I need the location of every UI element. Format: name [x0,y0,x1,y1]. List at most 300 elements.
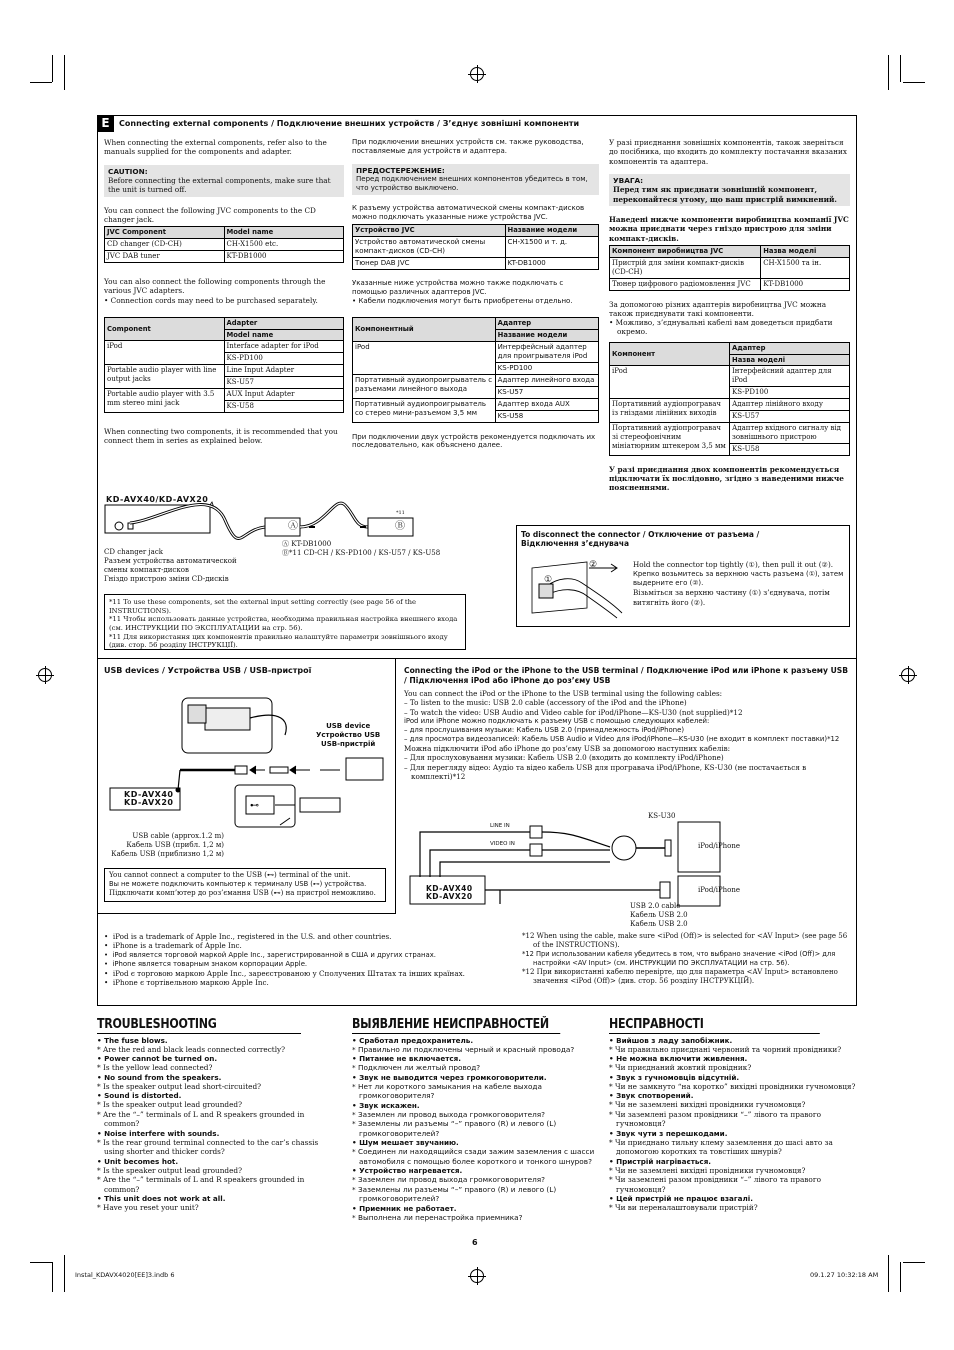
note-line: You cannot connect a computer to the USB (⊷) terminal of the unit. [109,871,351,879]
table-row [353,341,599,362]
table-cell: Portable audio player with line output jacks [105,365,225,389]
item-text: Сработал предохранитель. [359,1036,474,1045]
item-text: Правильно ли подключены черный и красный провода? [357,1045,575,1054]
component-a-marker: Ⓐ [288,521,298,532]
registration-mark-icon [470,67,484,81]
table-cell: Пристрій для зміни компакт-дисків (CD-CH) [610,257,761,278]
bullet: • Можливо, з’єднувальні кабелі вам доведеться придбати окремо. [609,318,833,337]
item-text: Have you reset your unit? [102,1203,199,1213]
item-text: Устройство нагревается. [359,1166,463,1176]
adapter-table [104,317,344,413]
table-row [105,389,344,401]
footnote-line: *12 При використанні кабелю перевірте, що для параметра <AV Input> встановлено значення <iPod (Off)> (див. стор. 56 розділу ІНСТРУКЦІЙ). [522,967,838,985]
crop-mark [888,1255,889,1292]
item-text: Звук спотворений. [616,1091,694,1101]
divider [97,913,396,914]
table-cell: KS-PD100 [730,387,850,399]
item-text: Заземлены ли разъемы “–” правого (R) и левого (L) громкоговорителей? [357,1184,557,1204]
symptom-item: • Приемник не работает. [352,1203,457,1213]
footnote-12-notes [522,932,852,986]
line-in-label: LINE IN [490,823,510,829]
table-header: Адаптер [730,342,850,354]
table-cell: KT-DB1000 [224,250,344,262]
troubleshooting-title: НЕСПРАВНОСТІ [609,1017,820,1034]
paragraph: Наведені нижче компоненти виробництва компанії JVC можна приєднати через гніздо пристрою для зміни компакт-дисків. [609,214,849,243]
unit-model-label: KD-AVX40/KD-AVX20 [106,495,209,504]
table-header: Компонентный [353,318,496,341]
model-line: KD-AVX20 [124,798,174,808]
component-b-marker: Ⓑ [395,521,405,532]
caption-line: Гніздо пристрою зміни CD-дисків [104,575,229,584]
symptom-item: • Сработал предохранитель. [352,1036,474,1045]
item-text: Чи приєднано тильну клему заземлення до шасі авто за допомогою коротких та товстіших шнурів? [614,1137,833,1157]
item-text: The fuse blows. [104,1036,168,1045]
table-cell: iPod [610,366,730,399]
model-line: KD-AVX20 [426,891,473,901]
caution-box [104,165,344,197]
symptom-item: • Sound is distorted. [97,1091,182,1101]
symptom-item: • Unit becomes hot. [97,1156,179,1166]
check-item: * Соединен ли находящийся сзади зажим заземления с шасси автомобиля с помощью более короткого и тонкого шнуров? [352,1147,595,1166]
table-header: Model name [224,227,344,239]
usb-cable-caption [110,832,224,859]
check-item: * Правильно ли подключены черный и красный провода? [352,1045,575,1054]
item-text: Unit becomes hot. [104,1156,179,1166]
column-en [104,138,344,454]
item-text: Чи заземлені разом провідники “–” лівого та правого гучномовця? [614,1175,822,1194]
item-text: Is the yellow lead connected? [102,1063,213,1073]
check-item: * Выполнена ли перенастройка приемника? [352,1212,523,1222]
intro-text: When connecting the external components, refer also to the manuals supplied for the components and adapter. [104,138,327,157]
check-item: * Чи заземлені разом провідники “–” лівого та правого гучномовця? [609,1109,822,1129]
crop-mark [64,55,65,90]
registration-mark-icon [901,668,915,682]
check-item: * Чи не замкнуто “на коротко” вихідні провідники гучномовця? [609,1081,856,1091]
table-cell: Тюнер DAB JVC [353,257,506,269]
note-line: Підключати комп’ютер до роз’ємання USB (⊷) на пристрої неможливо. [109,889,376,898]
table-cell: iPod [105,341,225,365]
text-line: Можна підключити iPod або iPhone до роз’єму USB за допомогою наступних кабелів: [404,743,731,753]
table-cell: KS-U57 [224,377,344,389]
check-item: * Заземлен ли провод выхода громкоговорителя? [352,1109,546,1119]
item-text: Is the speaker output lead short-circuited? [102,1081,262,1091]
crop-mark [903,1262,925,1263]
text-line: You can connect the iPod or the iPhone to the USB terminal using the following cables: [404,689,723,698]
item-text: Не можна включити живлення. [616,1054,748,1064]
table-cell: KT-DB1000 [761,278,850,290]
ipod-section-title: Connecting the iPod or the iPhone to the USB terminal / Подключение iPod или iPhone к разъему USB / Підключення iPod або iPhone до роз’єму USB [404,666,849,686]
paragraph: Указанные ниже устройства можно также подключать с помощью различных адаптеров JVC. [352,278,564,296]
adapter-table [609,342,850,456]
table-row [610,399,850,411]
check-item: * Is the rear ground terminal connected to the car’s chassis using shorter and thicker cords? [97,1137,319,1157]
section-letter: E [97,115,114,132]
column-ru [352,138,599,458]
table-cell: KS-U58 [495,410,598,422]
item-text: Заземлены ли разъемы “–” правого (R) и левого (L) громкоговорителей? [357,1119,557,1138]
item-text: Чи правильно приєднані червоний та чорний провідники? [614,1045,842,1054]
symptom-item: • Звук спотворений. [609,1091,694,1101]
jack-caption [104,548,237,584]
symptom-item: • Шум мешает звучанию. [352,1138,459,1148]
table-cell: Портативный аудиопроигрыватель со стерео мини-разъемом 3,5 мм [353,398,496,422]
symptom-item: • Устройство нагревается. [352,1166,463,1176]
caution-text: Перед тим як приєднати зовнішній компонент, переконайтеся утому, що ваш пристрій вимкнений. [613,185,837,204]
caption-line: смены компакт-дисков [104,566,189,575]
footnote-ref: *11 [396,510,405,516]
adapter-table [352,317,599,422]
check-item: * Is the speaker output lead grounded? [97,1100,242,1110]
table-header: JVC Component [105,227,225,239]
check-item: * Подключен ли желтый провод? [352,1063,481,1073]
item-text: Соединен ли находящийся сзади зажим заземления с шасси автомобиля с помощью более короткого и тонкого шнуров? [357,1147,595,1166]
table-cell: Адаптер вхідного сигналу від зовнішнього пристрою [730,422,850,443]
table-row [105,250,344,262]
item-text: Цей пристрій не працює взагалі. [616,1194,753,1204]
divider [395,658,396,913]
column-uk [609,138,850,501]
section-header [97,115,857,133]
footnote-line: *11 Для використання цих компонентів правильно налаштуйте параметри зовнішнього входу (див. стор. 56 розділу ІНСТРУКЦІЇ). [109,632,448,650]
item-text: Чи заземлені разом провідники “–” лівого та правого гучномовця? [614,1109,822,1129]
table-row [610,257,850,278]
text-line: – To watch the video: USB Audio and Video cable for iPod/iPhone—KS-U30 (not supplied)*12 [404,707,743,717]
registration-mark-icon [470,1269,484,1283]
symptom-item: • Power cannot be turned on. [97,1054,218,1064]
trademark-line: iPhone is a trademark of Apple Inc. [112,941,242,951]
caution-box [609,174,850,206]
check-item: * Чи правильно приєднані червоний та чорний провідники? [609,1045,842,1054]
jvc-components-table [104,226,344,263]
text-line: – для просмотра видеозаписей: Кабель USB Audio и Video для iPod/iPhone—KS-U30 (не входит в комплект поставки)*12 [404,735,840,744]
table-header: Название модели [495,330,598,342]
ks-u30-label: KS-U30 [648,812,676,820]
crop-mark [52,55,53,82]
table-cell: KT-DB1000 [505,257,598,269]
troubleshooting-title: ВЫЯВЛЕНИЕ НЕИСПРАВНОСТЕЙ [352,1017,560,1034]
crop-mark [30,82,52,83]
table-row [353,374,599,386]
check-item: * Have you reset your unit? [97,1203,199,1213]
paragraph: You can connect the following JVC components to the CD changer jack. [104,205,316,224]
usb-computer-note [104,868,386,902]
table-cell: Интерфейсный адаптер для проигрывателя iPod [495,341,598,362]
caption-line: Кабель USB 2.0 [630,919,688,928]
table-cell: Портативний аудіопрогравач зі стереофонічним мініатюрним штекером 3,5 мм [610,422,730,455]
footer-date: 09.1.27 10:32:18 AM [810,1271,879,1279]
item-text: Приемник не работает. [359,1203,457,1213]
item-text: No sound from the speakers. [104,1072,222,1082]
table-row [105,341,344,353]
check-item: * Are the “–” terminals of L and R speakers grounded in common? [97,1175,305,1194]
jvc-components-table [352,224,599,270]
table-cell: Interface adapter for iPod [224,341,344,353]
table-cell: KS-U57 [495,386,598,398]
paragraph: When connecting two components, it is recommended that you connect them in series as explained below. [104,426,338,446]
bullet: • Connection cords may need to be purchased separately. [104,295,318,305]
crop-mark [64,1255,65,1292]
table-cell: KS-PD100 [495,362,598,374]
usb-device-caption [316,722,380,748]
text-line: – Для перегляду відео: Аудіо та відео кабель USB для програвача iPod/iPhone, KS-U30 (не постачається в комплекті)*12 [404,762,807,782]
troubleshooting-list [609,1036,857,1213]
check-item: * Чи заземлені разом провідники “–” лівого та правого гучномовця? [609,1175,822,1194]
symptom-item: • Звук не выводится через громкоговорители. [352,1072,547,1082]
item-text: Пристрій нагрівається. [616,1156,712,1166]
paragraph: К разъему устройства автоматической смены компакт-дисков можно подключать указанные ниже устройства JVC. [352,204,585,222]
usb2-cable-caption [630,902,688,928]
iphone-label: iPod/iPhone [698,842,741,850]
troubleshooting-uk [609,1017,857,1213]
paragraph: У разі приєднання двох компонентів рекомендується підключати їх послідовно, згідно з наведеними нижче поясненнями. [609,464,844,493]
caution-title: ПРЕДОСТЕРЕЖЕНИЕ: [356,165,445,175]
ipod-cable-list [404,689,852,781]
paragraph: При подключении двух устройств рекомендуется подключать их последовательно, как объяснено далее. [352,432,596,450]
caption-line: Кабель USB 2.0 [630,910,688,919]
caption-line: Кабель USB (прибл. 1,2 м) [126,841,224,850]
footnote-line: *11 Чтобы использовать данные устройства, необходима правильная настройка внешнего входа (см. ИНСТРУКЦИИ ПО ЭКСПЛУАТАЦИИ на стр. 56). [109,615,458,633]
trademark-line: iPod є торговою маркою Apple Inc., зареєстрованою у Сполучених Штатах та інших країнах. [112,968,465,978]
footer-file: Instal_KDAVX4020[EE]3.indb 6 [75,1271,175,1279]
usb-section-title: USB devices / Устройства USB / USB-пристрої [104,666,312,675]
symptom-item: • Звук з гучномовців відсутній. [609,1072,740,1082]
symptom-item: • Питание не включается. [352,1054,462,1064]
table-header: Model name [224,329,344,341]
note-line: Вы не можете подключить компьютер к терминалу USB (⊷) устройства. [109,880,367,889]
item-text: Звук чути з перешкодами. [616,1128,728,1138]
table-header: Устройство JVC [353,225,506,237]
paragraph: За допомогою різних адаптерів виробництва JVC можна також приєднувати такі компоненти. [609,299,827,318]
trademark-line: iPod is a trademark of Apple Inc., registered in the U.S. and other countries. [112,932,392,941]
check-item: * Is the yellow lead connected? [97,1063,213,1073]
check-item: * Is the speaker output lead grounded? [97,1165,242,1175]
table-header: Назва моделі [730,354,850,366]
table-cell: CH-X1500 etc. [224,238,344,250]
instruction-en: Hold the connector top tightly (①), then pull it out (②). [633,560,834,569]
crop-mark [888,55,889,90]
caution-title: CAUTION: [108,166,148,176]
table-header: Адаптер [495,318,598,330]
item-text: Are the red and black leads connected correctly? [102,1045,286,1054]
table-cell: Інтерфейсний адаптер для iPod [730,366,850,387]
footnote-11-box [104,594,466,650]
registration-mark-icon [38,668,52,682]
symptom-item: • The fuse blows. [97,1036,168,1045]
troubleshooting-ru [352,1017,597,1222]
crop-mark [903,82,925,83]
check-item: * Заземлены ли разъемы “–” правого (R) и левого (L) громкоговорителей? [352,1184,557,1204]
step-2-marker: ② [589,560,598,570]
item-text: Are the “–” terminals of L and R speakers grounded in common? [102,1175,305,1194]
disconnect-box [516,525,850,627]
intro-text: При подключении внешних устройств см. также руководства, поставляемые для устройств и адаптера. [352,138,584,155]
iphone-label: iPod/iPhone [698,886,741,894]
table-cell: Line Input Adapter [224,365,344,377]
table-cell: KS-PD100 [224,353,344,365]
check-item: * Чи приєднано тильну клему заземлення до шасі авто за допомогою коротких та товстіших шнурів? [609,1137,833,1157]
table-row [610,366,850,387]
text-line: – для прослушивания музыки: Кабель USB 2.0 (принадлежность iPod/iPhone) [404,726,685,735]
symptom-item: • Звук чути з перешкодами. [609,1128,728,1138]
page-number: 6 [472,1238,478,1247]
caption-line: Кабель USB (приблизно 1,2 м) [111,850,224,859]
item-text: Чи ви переналаштовували пристрій? [614,1203,758,1213]
section-title: Connecting external components / Подключение внешних устройств / З’єднує зовнішні компоненти [119,119,580,128]
svg-text:⊷: ⊷ [250,801,259,811]
troubleshooting-list [352,1036,597,1222]
table-header: Компонент [610,342,730,365]
table-cell: KS-U58 [224,401,344,413]
hand-pulling-connector-illustration [527,558,627,620]
table-cell: iPod [353,341,496,374]
item-text: Нет ли короткого замыкания на кабеле выхода громкоговорителя? [357,1081,542,1101]
footnote-line: *12 When using the cable, make sure <iPod (Off)> is selected for <AV Input> (see page 56 of the INSTRUCTIONS). [522,932,848,950]
crop-mark [52,1262,53,1292]
footnote-line: *11 To use these components, set the external input setting correctly (see page 56 of the INSTRUCTIONS). [109,598,417,615]
item-text: Чи не заземлені вихідні провідники гучномовця? [614,1165,806,1175]
symptom-item: • No sound from the speakers. [97,1072,222,1082]
item-text: Power cannot be turned on. [104,1054,218,1064]
table-cell: Адаптер лінійного входу [730,399,850,411]
caution-title: УВАГА: [613,175,644,185]
item-text: Подключен ли желтый провод? [357,1063,481,1073]
troubleshooting-en [97,1017,337,1213]
troubleshooting-list [97,1036,337,1213]
check-item: * Заземлены ли разъемы “–” правого (R) и левого (L) громкоговорителей? [352,1119,557,1138]
item-text: Is the speaker output lead grounded? [102,1165,242,1175]
symptom-item: • Цей пристрій не працює взагалі. [609,1194,753,1204]
item-text: Вийшов з ладу запобіжник. [616,1036,733,1045]
caption-line: Устройство USB [316,730,381,739]
table-row [353,398,599,410]
item-text: Звук не выводится через громкоговорители. [359,1072,547,1082]
table-cell: Тюнер цифрового радіомовлення JVC [610,278,761,290]
caution-text: Перед подключением внешних компонентов убедитесь в том, что устройство выключено. [356,175,588,193]
item-text: Питание не включается. [359,1054,462,1064]
table-cell: JVC DAB tuner [105,250,225,262]
diagram-legend [282,540,440,558]
intro-text: У разі приєднання зовнішніх компонентів, також зверніться до посібника, що входить до комплекту постачання вказаних компонентів та адаптера. [609,138,847,166]
text-line: iPod или iPhone можно подключать к разъему USB с помощью следующих кабелей: [404,717,710,726]
item-text: Чи не замкнуто “на коротко” вихідні провідники гучномовця? [614,1081,856,1091]
symptom-item: • Вийшов з ладу запобіжник. [609,1036,733,1045]
table-cell: Адаптер линейного входа [495,374,598,386]
item-text: Заземлен ли провод выхода громкоговорителя? [357,1109,546,1119]
symptom-item: • This unit does not work at all. [97,1194,226,1204]
table-header: Adapter [224,317,344,329]
item-text: Is the rear ground terminal connected to the car’s chassis using shorter and thicker cords? [102,1137,319,1157]
check-item: * Чи не заземлені вихідні провідники гучномовця? [609,1100,806,1110]
disconnect-instructions [633,560,847,608]
table-row [610,278,850,290]
table-cell: CH-X1500 та ін. [761,257,850,278]
check-item: * Is the speaker output lead short-circuited? [97,1081,262,1091]
table-row [105,238,344,250]
table-cell: Portable audio player with 3.5 mm stereo mini jack [105,389,225,413]
model-line: KD-AVX40 [426,884,473,893]
check-item: * Нет ли короткого замыкания на кабеле выхода громкоговорителя? [352,1081,542,1101]
table-header: Component [105,317,225,340]
table-header: Компонент виробництва JVC [610,245,761,257]
item-text: Noise interfere with sounds. [104,1128,220,1138]
video-in-label: VIDEO IN [490,841,515,847]
check-item: * Are the red and black leads connected correctly? [97,1045,286,1054]
table-row [105,365,344,377]
item-text: This unit does not work at all. [104,1194,226,1204]
symptom-item: • Звук искажен. [352,1100,420,1110]
table-header: Назва моделі [761,245,850,257]
crop-mark [900,1262,901,1292]
table-row [353,257,599,269]
crop-mark [900,55,901,82]
item-text: Выполнена ли перенастройка приемника? [357,1212,523,1222]
symptom-item: • Не можна включити живлення. [609,1054,748,1064]
trademark-notes: • iPod is a trademark of Apple Inc., registered in the U.S. and other countries. • iPhone is a trademark of Apple Inc. • iPod является торговой маркой Apple Inc., зарегистрированной в США и других странах. • iPhone является товарным знаком корпорации Apple. • iPod є торговою маркою Apple Inc., зареєстрованою у Сполучених Штатах та інших країнах. • iPhone є тортівельною маркою Apple Inc. [104,932,465,988]
disconnect-title: To disconnect the connector / Отключение от разъема / Відключення з’єднувача [521,530,760,548]
bullet: • Кабели подключения могут быть приобретены отдельно. [352,296,573,305]
usb-connection-diagram [110,690,390,840]
trademark-line: iPhone является товарным знаком корпорации Apple. [112,959,308,968]
divider [97,658,857,659]
check-item: * Заземлен ли провод выхода громкоговорителя? [352,1175,546,1185]
table-cell: AUX Input Adapter [224,389,344,401]
caption-line: Разъем устройства автоматической [104,557,237,566]
table-row [353,236,599,257]
instruction-uk: Візьміться за верхню частину (①) з’єднувача, потім витягніть його (②). [633,588,830,608]
caption-line: USB device [326,722,371,730]
check-item: * Are the “–” terminals of L and R speakers grounded in common? [97,1109,305,1129]
caption-line: USB-пристрій [321,739,376,748]
table-cell: CH-X1500 и т. д. [505,236,598,257]
table-cell: KS-U57 [730,411,850,423]
item-text: Чи не заземлені вихідні провідники гучномовця? [614,1100,806,1110]
trademark-line: iPod является торговой маркой Apple Inc., зарегистрированной в США и других странах. [112,950,436,959]
item-text: Заземлен ли провод выхода громкоговорителя? [357,1175,546,1185]
footnote-line: *12 При использовании кабеля убедитесь в том, что выбрано значение <iPod (Off)> для настройки <AV Input> (см. ИНСТРУКЦИИ ПО ЭКСПЛУАТАЦИИ на стр. 56). [522,950,836,967]
unit-model-label [426,885,473,901]
check-item: * Чи ви переналаштовували пристрій? [609,1203,758,1213]
caption-line: USB 2.0 cable [630,902,681,910]
check-item: * Чи не заземлені вихідні провідники гучномовця? [609,1165,806,1175]
crop-mark [30,1262,52,1263]
item-text: Чи приєднаний жовтий провідник? [614,1063,752,1073]
legend-a: Ⓐ KT-DB1000 [282,540,332,548]
symptom-item: • Пристрій нагрівається. [609,1156,712,1166]
item-text: Are the “–” terminals of L and R speakers grounded in common? [102,1109,305,1129]
check-item: * Чи приєднаний жовтий провідник? [609,1063,752,1073]
item-text: Звук искажен. [359,1100,420,1110]
caution-text: Before connecting the external components, make sure that the unit is turned off. [108,175,331,195]
item-text: Sound is distorted. [104,1091,182,1101]
caution-box [352,164,599,195]
table-row [610,422,850,443]
symptom-item: • Noise interfere with sounds. [97,1128,220,1138]
item-text: Is the speaker output lead grounded? [102,1100,242,1110]
table-cell: Устройство автоматической смены компакт-дисков (CD-CH) [353,236,506,257]
table-cell: Портативний аудіопрогравач із гніздами лінійних виходів [610,399,730,423]
table-cell: Портативный аудиопроигрыватель с разъемами линейного выхода [353,374,496,398]
text-line: – Для прослуховування музики: Кабель USB 2.0 (входить до комплекту iPod/iPhone) [404,753,724,763]
item-text: Звук з гучномовців відсутній. [616,1072,740,1082]
table-cell: Адаптер входа AUX [495,398,598,410]
unit-model-label [124,791,173,808]
instruction-ru: Крепко возьмитесь за верхнюю часть разъема (①), затем выдерните его (②). [633,569,844,588]
model-line: KD-AVX40 [124,790,174,799]
legend-b: Ⓑ*11 CD-CH / KS-PD100 / KS-U57 / KS-U58 [282,549,441,558]
item-text: Шум мешает звучанию. [359,1138,459,1148]
caption-line: USB cable (approx.1.2 m) [132,832,224,840]
trademark-line: iPhone є тортівельною маркою Apple Inc. [112,978,269,988]
